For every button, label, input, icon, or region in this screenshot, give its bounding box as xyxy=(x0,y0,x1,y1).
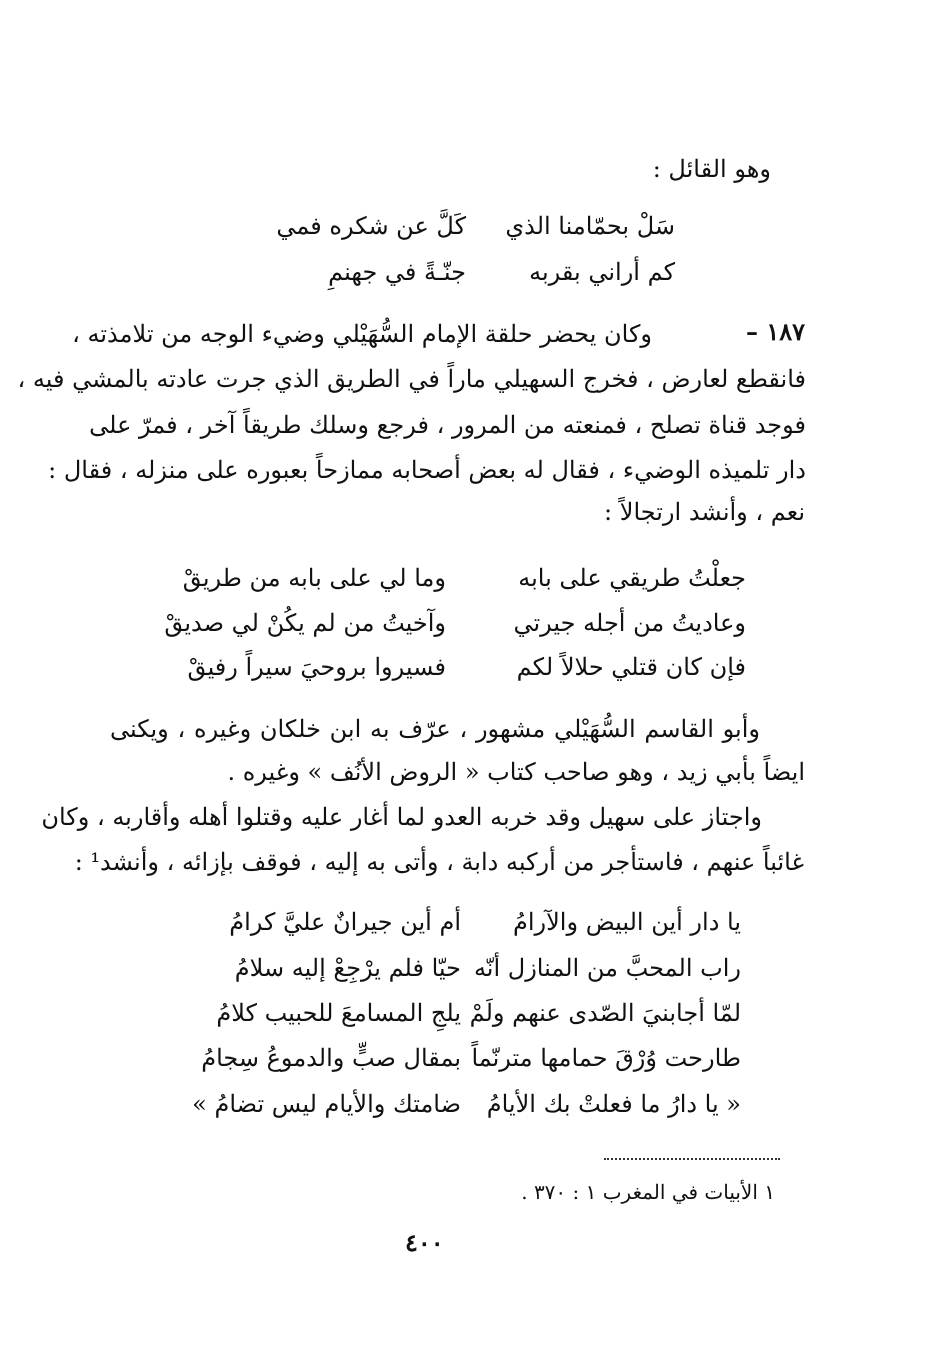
paragraph1-line1: وكان يحضر حلقة الإمام السُّهَيْلي وضيء الوجه من تلامذته ، xyxy=(72,320,652,348)
poem1-verse1-right: سَلْ بحمّامنا الذي xyxy=(505,212,675,240)
paragraph1-line2: فانقطع لعارض ، فخرج السهيلي ماراً في الطريق الذي جرت عادته بالمشي فيه ، xyxy=(17,365,806,393)
poem3-verse5-right: « يا دارُ ما فعلتْ بك الأيامُ xyxy=(486,1090,741,1118)
page-number: ٤٠٠ xyxy=(405,1228,444,1257)
paragraph1-line5: نعم ، وأنشد ارتجالاً : xyxy=(604,498,805,526)
poem2-verse3-right: فإن كان قتلي حلالاً لكم xyxy=(516,653,746,681)
poem3-verse4-left: بمقال صبٍّ والدموعُ سِجامُ xyxy=(201,1044,461,1072)
paragraph1-line3: فوجد قناة تصلح ، فمنعته من المرور ، فرجع وسلك طريقاً آخر ، فمرّ على xyxy=(89,411,806,439)
poem1-verse2-left: جنّـةً في جهنمِ xyxy=(328,258,466,286)
poem2-verse3-left: فسيروا بروحيَ سيراً رفيقْ xyxy=(187,653,446,681)
poem3-verse2-left: حيّا فلم يرْجِعْ إليه سلامُ xyxy=(234,954,461,982)
paragraph3-line1: واجتاز على سهيل وقد خربه العدو لما أغار عليه وقتلوا أهله وأقاربه ، وكان xyxy=(41,803,762,831)
poem3-verse5-left: ضامتك والأيام ليس تضامُ » xyxy=(192,1090,461,1118)
poem2-verse1-left: وما لي على بابه من طريقْ xyxy=(182,564,446,592)
poem3-verse3-right: لمّا أجابنيَ الصّدى عنهم ولَمْ xyxy=(469,999,741,1027)
poem3-verse1-right: يا دار أين البيض والآرامُ xyxy=(513,908,741,936)
paragraph2-line2: ايضاً بأبي زيد ، وهو صاحب كتاب « الروض الأنُف » وغيره . xyxy=(227,758,805,786)
poem1-verse2-right: كم أراني بقربه xyxy=(529,258,675,286)
poem2-verse2-right: وعاديتُ من أجله جيرتي xyxy=(513,609,746,637)
poem3-verse4-right: طارحت وُرْقَ حمامها مترنّماً xyxy=(471,1044,741,1072)
paragraph3-line2: غائباً عنهم ، فاستأجر من أركبه دابة ، وأتى به إليه ، فوقف بإزائه ، وأنشد¹ : xyxy=(74,848,804,876)
poem3-verse2-right: راب المحبَّ من المنازل أنّه xyxy=(473,954,741,982)
poem1-verse1-left: كَلَّ عن شكره فمي xyxy=(276,212,466,240)
paragraph1-line4: دار تلميذه الوضيء ، فقال له بعض أصحابه ممازحاً بعبوره على منزله ، فقال : xyxy=(48,456,806,484)
footnote-divider xyxy=(604,1158,780,1160)
poem3-verse3-left: يلجِ المسامعَ للحبيب كلامُ xyxy=(216,999,461,1027)
footnote: ١ الأبيات في المغرب ١ : ٣٧٠ . xyxy=(521,1180,775,1204)
poem3-verse1-left: أم أين جيرانٌ عليَّ كرامُ xyxy=(229,908,461,936)
paragraph2-line1: وأبو القاسم السُّهَيْلي مشهور ، عرّف به ابن خلكان وغيره ، ويكنى xyxy=(110,715,760,743)
poem2-verse2-left: وآخيتُ من لم يكُنْ لي صديقْ xyxy=(164,609,446,637)
intro-line: وهو القائل : xyxy=(652,155,771,183)
section-number: ١٨٧ – xyxy=(745,317,805,346)
poem2-verse1-right: جعلْتُ طريقي على بابه xyxy=(518,564,746,592)
